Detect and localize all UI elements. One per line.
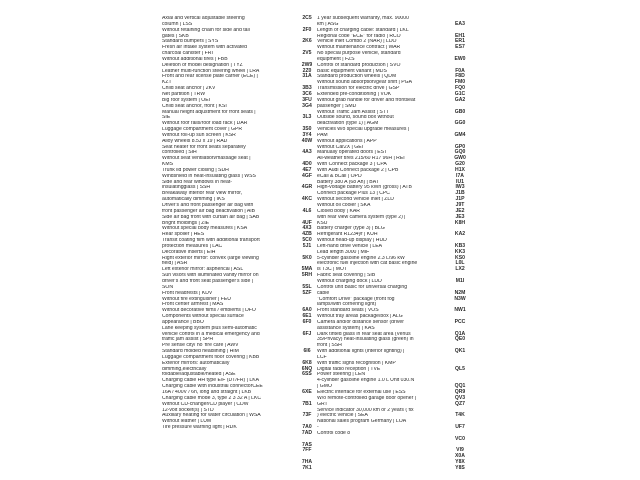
equipment-line: Refrigerant R1234yf | KUH <box>317 232 378 238</box>
option-code: 4D0 <box>302 161 312 168</box>
option-code: 6A0 <box>302 307 312 314</box>
equipment-line: Without roll-up sun screen | KSR <box>162 132 236 138</box>
option-code: 3FU <box>302 96 312 103</box>
equipment-line: gates | SKB <box>162 33 189 39</box>
option-code: 7FF <box>302 447 312 454</box>
equipment-line: Camera and/or distance sensor (driver <box>317 319 404 325</box>
equipment-line: Charging cable mode 3, type 2 3 32 A | LKC <box>162 395 262 401</box>
equipment-line: W/o remote-controlled garage door opener | <box>317 395 417 401</box>
equipment-line: "Comfort Drive" package (front fog <box>317 296 395 302</box>
option-code: L0L <box>455 260 465 267</box>
option-code: KA2 <box>454 231 466 238</box>
equipment-line: Child seat anchor, front | KSI <box>162 103 227 109</box>
equipment-line: Without decorative films / emblems | DFO <box>162 308 256 314</box>
equipment-line: With additional lights (interior lighting) | <box>317 349 405 355</box>
option-code: X0A <box>455 453 465 460</box>
equipment-line: Vehicles w/o special upgrade measures | <box>317 127 410 133</box>
option-code: 4GR <box>301 184 313 191</box>
equipment-line: Standard production wheels | QDM <box>317 74 397 80</box>
option-code: 3Y4 <box>302 131 312 138</box>
option-code: 5SL <box>302 283 312 290</box>
equipment-line: Without retaining chain for side and tail <box>162 27 250 33</box>
option-code: ER1 <box>455 38 465 45</box>
option-code: QZ7 <box>455 400 465 407</box>
option-code: J1P <box>455 196 465 203</box>
equipment-line: Luggage compartment floor covering | KBB <box>162 354 260 360</box>
option-code: EH1 <box>455 32 465 39</box>
equipment-line: No special purpose vehicle, standard <box>317 51 401 57</box>
equipment-line: eCall & bCall | OPD <box>317 173 362 179</box>
option-code: 6XE <box>302 389 312 395</box>
equipment-line: Without head-up display | HUD <box>317 238 387 244</box>
equipment-line: High-voltage battery 95 kWh (gross) | ATB <box>317 185 412 191</box>
equipment-line: Without charging dock | LDD <box>317 278 382 284</box>
option-code: 4UF <box>302 219 312 226</box>
left-code-column <box>300 16 314 472</box>
equipment-line: 1 year subsequent warranty, max. 90000 <box>317 16 409 21</box>
option-code: 6K8 <box>302 359 312 366</box>
option-code: GQ0 <box>454 149 466 156</box>
option-code: K8H <box>454 219 466 226</box>
option-code: EA3 <box>455 20 465 27</box>
option-code: Y8S <box>455 464 465 471</box>
option-code: GP0 <box>454 143 466 150</box>
equipment-line: Without CD-changer/CD player | CDW <box>162 401 249 407</box>
option-code: 2F0 <box>302 26 312 33</box>
equipment-line: Deletion of model designation | TYZ <box>162 62 243 68</box>
equipment-line: Without Traffic Jam Assist | STT <box>317 109 389 115</box>
equipment-line: SIE <box>162 115 171 121</box>
option-code: GW0 <box>454 155 466 162</box>
equipment-line: Dark tinted glass in rear seat area (Venus <box>317 331 411 337</box>
equipment-line: Front and rear license plate carrier (ECE) | <box>162 74 258 80</box>
equipment-line: Pre sense city/ no 'fire care | AWV <box>162 343 239 349</box>
option-code: 7AD <box>301 429 313 436</box>
equipment-line: Digital radio reception | TVE <box>317 366 381 372</box>
equipment-line: Electric interface for external use | ESS <box>317 390 406 395</box>
equipment-line: Battery charger (type 3) | BLG <box>317 226 385 232</box>
equipment-line: Without special body measures | KSA <box>162 226 248 232</box>
option-code: 73F <box>302 412 312 419</box>
equipment-line: With Connect package 3 | CPA <box>317 162 387 168</box>
equipment-line: Bright moldings | ZIE <box>162 220 210 226</box>
option-code: 6NQ <box>301 365 313 372</box>
equipment-line: field) | ASR <box>162 261 188 267</box>
equipment-line: Alloy wheels 8.5J x 19 | RAD <box>162 138 228 144</box>
option-code: 2Z0 <box>302 67 312 74</box>
equipment-line: 16A / 400V / 6h, long and straight | LKB <box>162 390 252 395</box>
equipment-line: lamps/with cornering light) <box>317 302 377 308</box>
option-code: QL5 <box>455 365 465 372</box>
equipment-line: is T3C | MOT <box>317 267 348 273</box>
option-code: JE2 <box>455 207 465 214</box>
option-code: 6F0 <box>302 318 312 325</box>
option-code: G1C <box>454 90 466 97</box>
option-code: 3C6 <box>302 90 312 97</box>
equipment-line: Closed body | KAR <box>317 208 360 214</box>
equipment-line: Control code 8 <box>317 430 351 436</box>
equipment-line: Basic equipment variant | MDS <box>317 68 387 74</box>
equipment-line: foldable/adjustable/heated | ASE <box>162 372 236 378</box>
option-code: 4E7 <box>302 166 312 173</box>
equipment-line: Left exterior mirror: aspherical | ASL <box>162 267 244 273</box>
equipment-line: equipment | FZS <box>317 56 355 62</box>
option-code: 5ZF <box>302 289 312 296</box>
equipment-line: Regional code "ECE" for radio | RCO <box>317 33 401 39</box>
option-code: 5RH <box>301 272 313 279</box>
option-code: I7A <box>456 172 464 179</box>
equipment-line: Without applications | APP <box>317 138 377 144</box>
equipment-line: Without leather | LUM <box>162 419 212 425</box>
equipment-line: traffic jam assist | SPH <box>162 337 214 343</box>
equipment-line: deactivation (type 1) | AGM <box>317 121 379 127</box>
equipment-line: KMS <box>162 162 174 168</box>
equipment-line: GRT <box>317 401 328 407</box>
option-code: QE0 <box>454 336 466 343</box>
equipment-line: front | SSH <box>317 343 342 349</box>
option-code: Q1A <box>454 330 466 337</box>
equipment-line: Sun visors with illuminated vanity mirror on <box>162 273 259 279</box>
equipment-line: Rear spoiler | HES <box>162 232 205 238</box>
equipment-line: Vehicle inlet Combo 2 (NAR) | LDO <box>317 39 397 45</box>
option-code: 6E1 <box>302 313 312 320</box>
equipment-line: Axial and vertical adjustable steering <box>162 16 245 21</box>
option-code: G20 <box>455 161 465 168</box>
option-code: 4ZB <box>302 231 312 238</box>
equipment-line: Charging cable with industrial connectorCEE <box>162 384 263 390</box>
equipment-line: Without maintenance contract | WAR <box>317 45 401 51</box>
equipment-line: Manually operated doors | EST <box>317 150 388 156</box>
option-code: QR9 <box>454 389 466 395</box>
option-code: 6SS <box>302 371 312 378</box>
option-code: 6FJ <box>302 330 312 337</box>
equipment-line: 5-cylinder gasoline engine 2.3 L/96 kW <box>317 255 405 261</box>
equipment-line: Child seat anchor | 2KV <box>162 86 216 92</box>
right-equipment-column <box>317 16 471 437</box>
option-code: N3W <box>454 295 466 302</box>
option-code: 4A3 <box>302 149 312 156</box>
option-code: GG0 <box>454 120 466 127</box>
equipment-line: Without roof rails/roof load rack | DAR <box>162 121 248 127</box>
option-code: EW0 <box>454 55 466 62</box>
equipment-line: Tire pressure warning light | RDK <box>162 425 237 431</box>
equipment-line: National sales program Germany | LOA <box>317 419 407 425</box>
equipment-line: SON <box>162 284 174 290</box>
equipment-line: Standard molded headlining | HIM <box>162 349 239 355</box>
equipment-line: Windshield in heat-insulating glass | WSS <box>162 173 256 179</box>
equipment-line: Without tray areas package/box | ALG <box>317 314 403 320</box>
option-code: KK3 <box>454 248 466 255</box>
option-code: ES7 <box>455 44 465 51</box>
equipment-line: Components without special surface <box>162 314 244 320</box>
option-code: VC0 <box>455 435 465 442</box>
equipment-line: 4-cylinder gasoline engine 1.0 L Unit 030.N <box>317 378 415 384</box>
equipment-line: Fresh air intake system with activated <box>162 45 247 51</box>
equipment-line: Control unit Basic for universal charging <box>317 284 408 290</box>
equipment-line: Without oil cooler | SKA <box>317 203 371 208</box>
option-code: 4X3 <box>302 225 312 232</box>
equipment-line: Outside sound, sound box without <box>317 115 394 121</box>
equipment-line: KZT <box>162 80 172 86</box>
equipment-line: Left-hand drive vehicle | LEA <box>317 243 383 249</box>
equipment-line: Front center armrest | MAS <box>162 302 224 308</box>
option-code: NW1 <box>454 307 466 314</box>
option-code: 5MA <box>301 266 313 273</box>
equipment-line: cable <box>317 290 330 296</box>
equipment-line: front passenger air bag deactivation | AIB <box>162 208 256 214</box>
equipment-line: Breakaway interior rear view mirror, <box>162 191 243 197</box>
option-code: 5J1 <box>302 242 312 249</box>
option-code: PCC <box>454 318 466 325</box>
equipment-line: Lead length 3000 | MIF <box>317 249 370 255</box>
option-code: 2W9 <box>301 61 313 68</box>
option-code: GA2 <box>454 96 466 103</box>
option-code: 3G4 <box>302 102 312 109</box>
equipment-line: charcoal canister | FRI <box>162 51 213 57</box>
option-code: 5K0 <box>302 254 312 261</box>
option-code: 7A0 <box>302 424 312 431</box>
equipment-line: electronic fuel injection with cat basic engine <box>317 261 418 267</box>
option-code: JE3 <box>455 213 465 220</box>
equipment-line: With traffic signs recognition | KMP <box>317 360 396 366</box>
equipment-line: Lane keeping system plus semi-automatic <box>162 325 257 331</box>
equipment-line: 35/Privacy) heat-insulating glass (green) in <box>317 337 414 343</box>
equipment-line: ) electric vehicle | SEA <box>317 413 368 419</box>
equipment-line: Battery 380 A (68 Ah) | BAT <box>317 179 379 185</box>
equipment-line: passenger | SMD <box>317 103 357 109</box>
option-code: 31A <box>302 73 312 80</box>
option-code: 3B3 <box>302 85 312 92</box>
option-code: 4L6 <box>302 207 312 214</box>
equipment-line: Connect package Plus 13 | CPC <box>317 191 390 197</box>
equipment-line: Side air bag front with curtain air bag | SAB <box>162 214 260 220</box>
equipment-line: Transit coating film with additional transport <box>162 238 260 244</box>
option-code: GB0 <box>454 108 466 115</box>
equipment-line: Without second vehicle inlet | ZLD <box>317 197 394 203</box>
left-equipment-column <box>162 16 322 431</box>
option-code: LX2 <box>455 266 465 273</box>
option-code: H1X <box>455 166 465 173</box>
option-code: 2V5 <box>302 50 312 57</box>
equipment-line: dimming,electrically <box>162 366 207 372</box>
equipment-line: automatically dimming | IKS <box>162 197 225 203</box>
option-code: 3L3 <box>302 114 312 121</box>
equipment-line: KSU <box>317 220 328 226</box>
equipment-line: - <box>317 425 319 431</box>
equipment-line: appearance | BBO <box>162 319 204 325</box>
equipment-line: All-weather tires 215/60 R17 96H | REI <box>317 156 405 162</box>
option-code: T4K <box>455 412 465 419</box>
option-code: 4GF <box>302 172 312 179</box>
equipment-line: Extended pre-conditioning | VOK <box>317 91 392 97</box>
option-code: F0A <box>455 67 465 74</box>
option-code: FQ0 <box>455 85 465 92</box>
equipment-line: Fabric seat covering | SIB <box>317 273 376 279</box>
equipment-line: controlled | SIH <box>162 150 197 156</box>
option-code: 2K6 <box>302 38 312 45</box>
equipment-line: Right exterior mirror: convex (large viewing <box>162 255 259 261</box>
equipment-line: protection measures | LAC <box>162 243 223 249</box>
option-code: J9T <box>455 202 465 208</box>
equipment-line: Without grab handle for driver and frontseat <box>317 97 416 103</box>
equipment-line: Front standard seats | VOS <box>317 308 379 314</box>
equipment-line: Control of standard production | SVO <box>317 62 401 68</box>
option-code: IW3 <box>455 184 465 191</box>
equipment-line: | GMO <box>317 384 332 390</box>
equipment-line: Seat heater for front seats separately <box>162 144 246 150</box>
option-code: 7B1 <box>302 400 312 407</box>
equipment-line: Leather multi-function steering wheel | LRA <box>162 68 260 74</box>
option-code: KS0 <box>455 254 465 261</box>
equipment-line: Without Car2X | GEI <box>317 144 364 150</box>
option-code: 7AS <box>302 441 312 448</box>
equipment-line: Big roof system | OEI <box>162 97 211 103</box>
option-code: J1B <box>455 190 465 197</box>
equipment-line: Decorative inserts | EIH <box>162 249 216 255</box>
equipment-line: Driver's and front passenger air bag with <box>162 203 254 208</box>
option-code: QQ1 <box>454 383 466 390</box>
option-code: QV3 <box>454 394 466 401</box>
option-code: M1I <box>455 277 465 284</box>
option-code: KB3 <box>454 242 466 249</box>
option-code: 7K1 <box>302 464 312 471</box>
equipment-line: km | ASG <box>317 21 339 27</box>
option-code: UF7 <box>455 424 465 431</box>
equipment-line: With Audi Connect package 2 | CPB <box>317 167 399 173</box>
option-code: 6I6 <box>303 348 311 355</box>
equipment-line: 12-volt socket(s) | STD <box>162 407 214 413</box>
equipment-line: LCF <box>317 354 327 360</box>
equipment-line: Power steering | LEN <box>317 372 366 378</box>
right-code-column <box>451 16 469 472</box>
equipment-line: Trunk lid power closing | SDH <box>162 167 229 173</box>
option-code: QK1 <box>454 348 466 355</box>
equipment-line: Without additional tires | FBB <box>162 56 228 62</box>
equipment-line: Transmission for electric drive | GSP <box>317 86 400 92</box>
equipment-line: column | LSS <box>162 21 193 27</box>
option-code: N2M <box>454 289 466 296</box>
equipment-line: Without sound absorption/gear shift | PGA <box>317 80 413 86</box>
equipment-line: Auxiliary heating for water circulation | WSA <box>162 413 261 419</box>
equipment-line: Without seat ventilation/massage seat | <box>162 156 251 162</box>
equipment-line: Side and rear windows in heat- <box>162 179 232 185</box>
option-code: 7HA <box>301 459 313 466</box>
option-code: 3S0 <box>302 126 312 133</box>
equipment-line: vehicle control in a medical emergency and <box>162 331 260 337</box>
equipment-line: Luggage compartment cover | GPR <box>162 127 243 133</box>
equipment-line: Net partition | TRW <box>162 91 206 97</box>
equipment-line: Charging cable HH type E/F (DT/FR) | LKA <box>162 378 260 384</box>
equipment-line: insulatingglass | SSH <box>162 185 211 191</box>
equipment-line: Manual height adjustment for front seats | <box>162 109 256 115</box>
equipment-line: assistance system) | KAS <box>317 325 375 331</box>
option-code: 4KC <box>301 196 313 203</box>
equipment-line: driver's and front seat passenger's side | <box>162 278 254 284</box>
option-code: FM0 <box>454 79 466 86</box>
option-code: 2C5 <box>302 15 312 21</box>
option-code: IU1 <box>456 178 464 185</box>
option-code: F8D <box>455 73 465 80</box>
equipment-line: Front headrests | KDV <box>162 290 213 296</box>
option-code: Y8X <box>455 459 465 466</box>
equipment-line: Without fire extinguisher | FEU <box>162 296 231 302</box>
equipment-line: with rear view camera system (type 2) | <box>317 214 406 220</box>
equipment-line: Exterior mirrors: automatically <box>162 360 230 366</box>
equipment-line: Length of charging cable: standard | LKL <box>317 27 409 33</box>
equipment-line: PAM <box>317 132 328 138</box>
option-code: GM4 <box>454 131 466 138</box>
option-code: 5C0 <box>302 237 312 244</box>
option-code: VI9 <box>456 447 464 454</box>
equipment-line: Service indicator 30,000 km or 2 years ( fix <box>317 407 414 413</box>
equipment-line: Standard bumpers | SYS <box>162 39 219 45</box>
option-code: 40W <box>301 137 313 144</box>
